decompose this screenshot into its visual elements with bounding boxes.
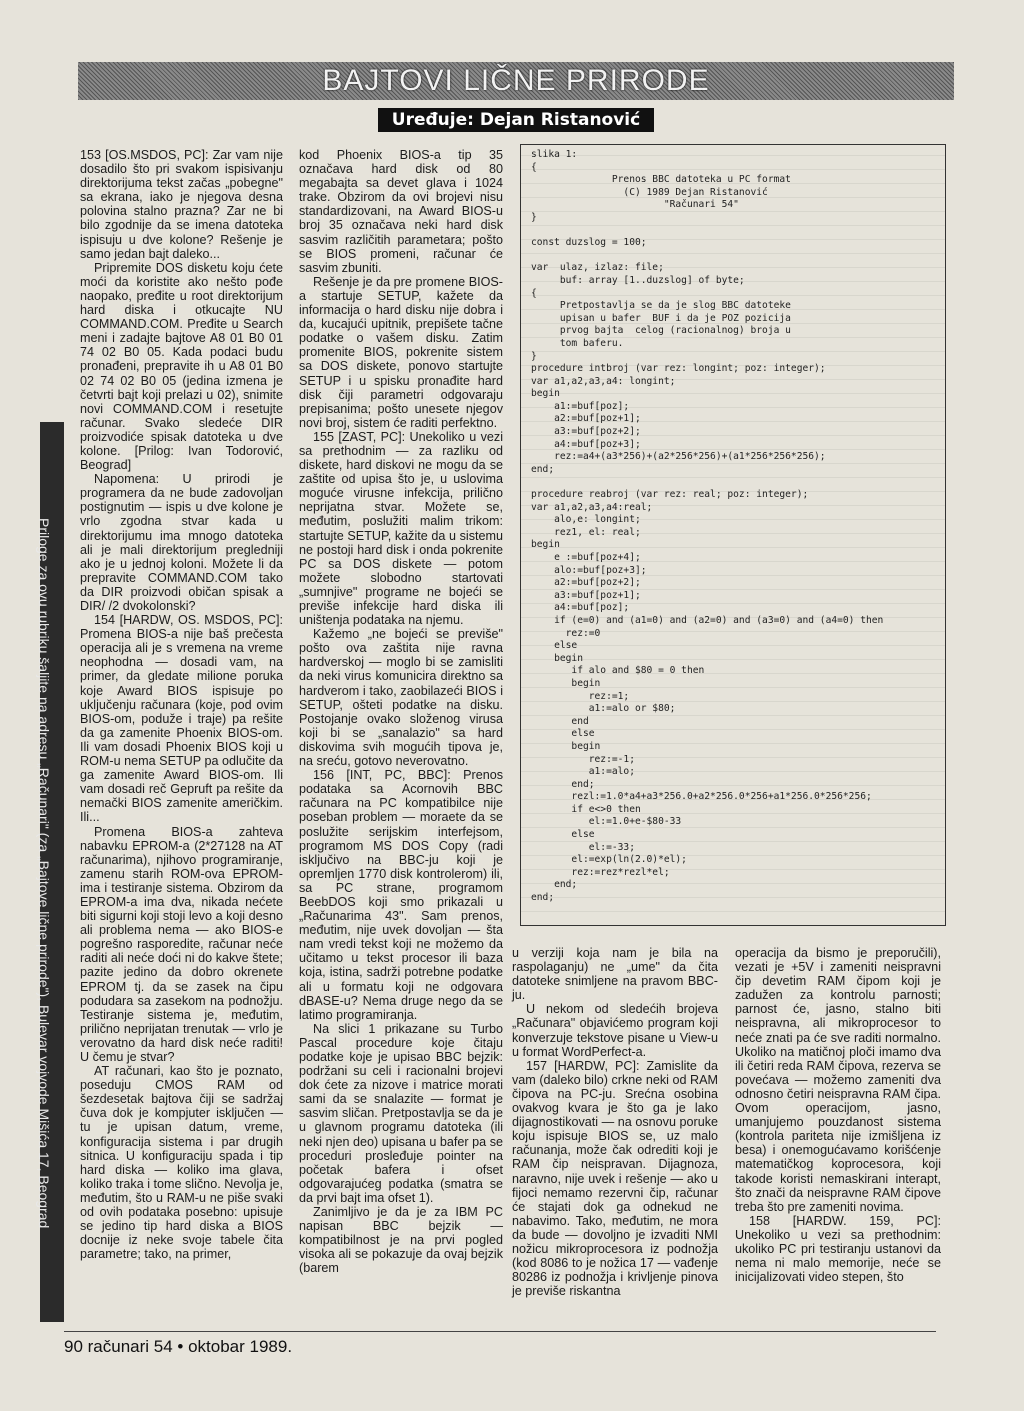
paragraph: 157 [HARDW, PC]: Zamislite da vam (daleko bilo) crkne neki od RAM čipova na PC-ju. Srećna osobina ovakvog kvara je što ga je lako dijagnostikovati — na osnovu poruke koju ispisuje BIOS se, uz malo računanja, može čak odrediti koji je RAM čip neispravan. Dijagnoza, naravno, nije uvek i rešenje — ako u fijoci nemamo rezervni čip, računar će stajati dok ga odnekud ne nabavimo. Tako, međutim, ne mora da bude — dovoljno je izvaditi NMI nožicu mikroprocesora iz podnožja (kod 8086 to je nožica 17 — vađenje 80286 iz podnožja i krivljenje pinova je previše riskantna xyxy=(512,1058,718,1299)
footer-rule xyxy=(64,1331,936,1332)
paragraph: 154 [HARDW, OS. MSDOS, PC]: Promena BIOS-a nije baš prečesta operacija ali je s vremena na vreme neophodna — dosadi vam, na primer, da gledate milione poruka koje Award BIOS ispisuje po uključenju računara (koje, pod ovim BIOS-om, poduže i traje) pa rešite da ga zamenite Phoenix BIOS-om. Ili vam dosadi Phoenix BIOS koji u ROM-u nema SETUP pa odlučite da ga zamenite Award BIOS-om. Ili vam dosadi reč Gepruft pa rešite da nemački BIOS zamenite američkim. Ili... xyxy=(80,613,283,825)
column-3 xyxy=(512,946,718,1298)
paragraph: AT računari, kao što je poznato, poseduju CMOS RAM od šezdesetak bajtova čiji se sadržaj čuva dok je kompjuter isključen — tu je upisan datum, vreme, konfiguracija sistema i par drugih sitnica. U konfiguraciju spada i tip hard diska — koliko ima glava, koliko traka i tome slično. Nevolja je, međutim, što u RAM-u ne piše svaki od ovih podataka posebno: upisuje se jedino tip hard diska a BIOS docnije iz neke svoje tabele čita parametre; tako, na primer, xyxy=(80,1064,283,1262)
paragraph: u verziji koja nam je bila na raspolaganju) ne „ume" da čita datoteke snimljene na pravom BBC-ju. xyxy=(512,946,718,1003)
paragraph: Na slici 1 prikazane su Turbo Pascal procedure koje čitaju podatke koje je upisao BBC bejzik: podržani su celi i racionalni brojevi dok ćete za nizove i matrice morati sami da se snalazite — format je sasvim sličan. Pretpostavlja se da je u glavnom programu datoteka (ili neki njen deo) upisana u bafer pa se proceduri prosleđuje pointer na početak bafera i ofset odgovarajućeg podatka (smatra se da prvi bajt ima ofset 1). xyxy=(299,1021,503,1205)
paragraph: Zanimljivo je da je za IBM PC napisan BBC bejzik — kompatibilnost je na prvi pogled visoka ali se pokazuje da ovaj bejzik (barem xyxy=(299,1205,503,1276)
editor-credit: Uređuje: Dejan Ristanović xyxy=(378,108,654,132)
page-footer: 90 računari 54 • oktobar 1989. xyxy=(64,1337,293,1356)
code-listing: { Prenos BBC datoteka u PC format (C) 1989 Dejan Ristanović "Računari 54" } const duzslog = 100; var ulaz, izlaz: file; buf: array [1..duzslog] of byte; { Pretpostavlja se da je slog BBC datoteke upisan u bafer BUF i da je POZ pozicija prvog bajta celog (racionalnog) broja u tom baferu. } procedure intbroj (var rez: longint; poz: integer); var a1,a2,a3,a4: longint; begin a1:=buf[poz]; a2:=buf[poz+1]; a3:=buf[poz+2]; a4:=buf[poz+3]; rez:=a4+(a3*256)+(a2*256*256)+(a1*256*256*256); end; procedure reabroj (var rez: real; poz: integer); var a1,a2,a3,a4:real; alo,e: longint; rez1, el: real; begin e :=buf[poz+4]; alo:=buf[poz+3]; a2:=buf[poz+2]; a3:=buf[poz+1]; a4:=buf[poz]; if (e=0) and (a1=0) and (a2=0) and (a3=0) and (a4=0) then rez:=0 else begin if alo and $80 = 0 then begin rez:=1; a1:=alo or $80; end else begin rez:=-1; a1:=alo; end; rezl:=1.0*a4+a3*256.0+a2*256.0*256+a1*256.0*256*256; if e<>0 then el:=1.0+e-$80-33 else el:=-33; el:=exp(ln(2.0)*el); rez:=rez*rezl*el; end; end; xyxy=(531,161,884,904)
paragraph: 155 [ZAST, PC]: Unekoliko u vezi sa prethodnim — za razliku od diskete, hard diskovi ne mogu da se zaštite od upisa što je, u uslovima moguće virusne infekcija, prilično neprijatna stvar. Možete se, međutim, poslužiti malim trikom: startujte SETUP, kažite da u sistemu ne postoji hard disk i onda pokrenite PC sa DOS diskete — potom možete slobodno startovati „sumnjive" programe ne bojeći se previše infekcije hard diska ili uništenja podataka na njemu. xyxy=(299,429,503,628)
paragraph: 158 [HARDW. 159, PC]: Unekoliko u vezi sa prethodnim: ukoliko PC pri testiranju ustanovi da nema ni malo memorije, neće se inicijalizovati video stepen, što xyxy=(735,1213,941,1285)
code-listing-box xyxy=(520,144,946,926)
column-4 xyxy=(735,946,941,1284)
paragraph: 153 [OS.MSDOS, PC]: Zar vam nije dosadilo što pri svakom ispisivanju direktorijuma tekst začas „pobegne" sa ekrana, iako je njegova desna polovina stalno prazna? Zar ne bi bilo zgodnije da se imena datoteka ispisuju u dve kolone? Rešenje je samo jedan bajt daleko... xyxy=(80,148,283,261)
code-caption: slika 1: xyxy=(531,149,578,160)
paragraph: 156 [INT, PC, BBC]: Prenos podataka sa Acornovih BBC računara na PC kompatibilce nije poseban problem — moraete da se poslužite serijskim interfejsom, programom MS DOS Copy (radi isključivo na BBC-ju koji je opremljen 1770 disk kontrolerom) ili, sa PC strane, programom BeebDOS koji smo prikazali u „Računarima 43". Sam prenos, međutim, nije uvek dovoljan — šta nam vredi tekst koji ne možemo da učitamo u tekst procesor ili baza kojа, istina, sadrži potrebne podatke ali u formatu koji ne odgovara dBASE-u? Nema druge nego da se latimo programiranja. xyxy=(299,768,503,1022)
sidebar-submission-note: Priloge za ovu rubriku šaljite na adresu „Računari" (za „Bajtove lične prirode"), Bulevar vojvode Mišića 17, Beograd xyxy=(36,518,52,1229)
paragraph: U nekom od sledećih brojeva „Računara" objavićemo program koji konverzuje tekstove pisane u View-u u format WordPerfect-a. xyxy=(512,1002,718,1059)
paragraph: Rešenje je da pre promene BIOS-a startuje SETUP, kažete da informacija o hard disku nije dobra i da, kucajući upitnik, prepišete tačne podatke o vašem disku. Zatim promenite BIOS, pokrenite sistem sa DOS diskete, ponovo startujte SETUP i u spisku pronađite hard disk čiji parametri odgovaraju prepisanima; pošto unesete njegov novi broj, sistem će raditi perfektno. xyxy=(299,274,503,430)
column-1 xyxy=(80,148,283,1261)
paragraph: Napomena: U prirodi je programera da ne bude zadovoljan postignutim — ispis u dve kolone je vrlo zgodna stvar kada u direktorijumu ima mnogo datoteka ali je mali direktorijum pregledniji ako je u jednoj koloni. Možete li da prepravite COMMAND.COM tako da DIR proizvodi običan spisak a DIR/ /2 dvokolonski? xyxy=(80,472,283,613)
section-header-bar xyxy=(78,62,954,100)
paragraph: Promena BIOS-a zahteva nabavku EPROM-a (2*27128 na AT računarima), njihovo programiranje, zamenu starih ROM-ova EPROM-ima i testiranje sistema. Obzirom da EPROM-a ima dva, nikada nećete biti sigurni koji stoji levo a koji desno ali problema nema — ako BIOS-e pogrešno rasporedite, računar neće raditi ali neće doći ni do kakve štete; pazite jedino da dobro okrenete EPROM tj. da se zasek na čipu podudara sa zasekom na podnožju. Testiranje sistema je, međutim, prilično neprijatan trenutak — vrlo je verovatno da hard disk neće raditi! U čemu je stvar? xyxy=(80,824,283,1064)
section-title: BAJTOVI LIČNE PRIRODE xyxy=(322,64,710,97)
paragraph: Kažemo „ne bojeći se previše" pošto ova zaštita nije ravna hardverskoj — moglo bi se zamisliti da neki virus komunicira direktno sa hardverom i tako, zaobilazeći BIOS i SETUP, ošteti podatke na disku. Postojanje ovako složenog virusa koji bi se „sanalazio" sa hard diskovima svih mogućih tipova je, na sreću, gotovo neverovatno. xyxy=(299,627,503,769)
column-2 xyxy=(299,148,503,1276)
paragraph: kod Phoenix BIOS-a tip 35 označava hard disk od 80 megabajta sa devet glava i 1024 trake. Obzirom da ovi brojevi nisu standardizovani, na Award BIOS-u broj 35 označava neki hard disk sasvim različitih parametara; pošto se BIOS promeni, računar će sasvim zbuniti. xyxy=(299,148,503,275)
paragraph: operacija da bismo je preporučili), vezati je +5V i zameniti neispravni čip devetim RAM čipom koji je zadužen za kontrolu parnosti; parnost će, jasno, stalno biti neispravna, ali mikroprocesor to neće znati pa će sve raditi normalno. Ukoliko na matičnoj ploči imamo dva ili četiri reda RAM čipova, rezerva se povećava — možemo zameniti dva odnosno četiri neispravna RAM čipa. Ovom operacijom, jasno, umanjujemo pouzdanost sistema (kontrola pariteta nije izmišljena iz besa) i onemogućavamo korišćenje matematičkog koprocesora, koji takode koristi nemaskirani interapt, što znači da neispravne RAM čipove treba što pre zameniti novima. xyxy=(735,946,941,1214)
paragraph: Pripremite DOS disketu koju ćete moći da koristite ako nešto pođe naopako, pređite u root direktorijum hard diska i otkucajte NU COMMAND.COM. Pređite u Search meni i zadajte bajtove A8 01 B0 01 74 02 B0 05. Kada podaci budu pronađeni, prepravite ih u A8 01 B0 02 74 02 B0 05 (jedina izmena je četvrti bajt koji prelazi u 02), snimite novi COMMAND.COM i resetujte računar. Svako sledeće DIR proizvodiće spisak datoteka u dve kolone. [Prilog: Ivan Todorović, Beograd] xyxy=(80,260,283,473)
